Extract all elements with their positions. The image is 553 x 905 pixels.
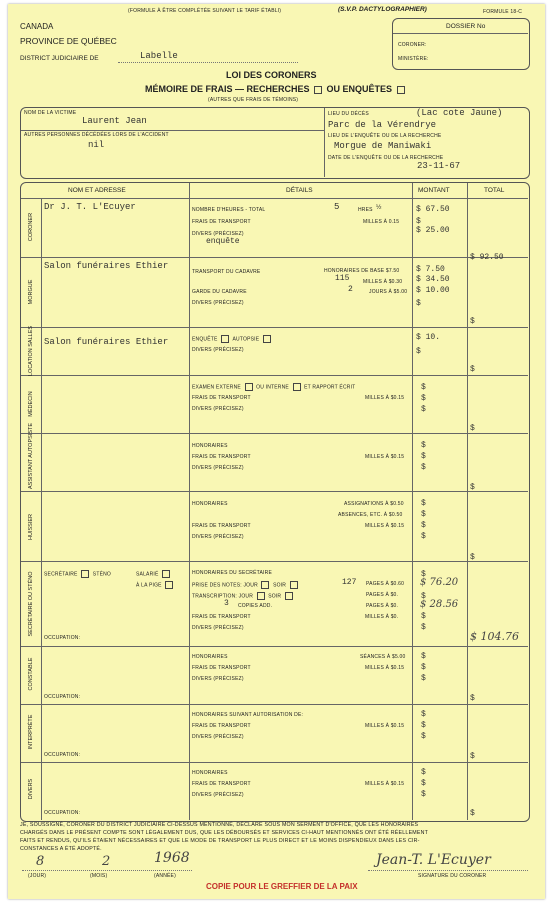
assistant-amount-1: $ [421,441,426,450]
medecin-amount-1: $ [421,383,426,392]
divers-amount-2: $ [421,779,426,788]
huissier-transport-label: FRAIS DE TRANSPORT [192,523,251,529]
coroner-transport-label: FRAIS DE TRANSPORT [192,219,251,225]
secretaire-options: SECRÉTAIRE STÉNO [44,571,112,578]
day-label: (JOUR) [28,873,47,879]
medecin-divers-label: DIVERS (PRÉCISEZ) [192,406,244,412]
huissier-hon-label: HONORAIRES [192,501,228,507]
constable-transport-label: FRAIS DE TRANSPORT [192,665,251,671]
huissier-absences-label: ABSENCES, ETC. À $0.50 [338,512,403,518]
divers-divers-label: DIVERS (PRÉCISEZ) [192,792,244,798]
year-label: (ANNÉE) [154,873,176,879]
hours-fraction: ½ [376,204,382,211]
secretaire-hon-label: HONORAIRES DU SECRÉTAIRE [192,570,272,576]
huissier-amount-2: $ [421,510,426,519]
constable-section-label: CONSTABLE [28,657,34,691]
notes-label: PRISE DES NOTES: JOUR SOIR [192,581,300,589]
morgue-garde-label: GARDE DU CADAVRE [192,289,247,295]
constable-amount-3: $ [421,674,426,683]
secretaire-checkbox[interactable] [81,570,89,578]
recherches-checkbox[interactable] [314,86,322,94]
coroner-divers-label: DIVERS (PRÉCISEZ) [192,231,244,237]
signature-label: SIGNATURE DU CORONER [418,873,487,879]
secretaire-amount-2: $ 76.20 [420,577,459,588]
constable-divers-label: DIVERS (PRÉCISEZ) [192,676,244,682]
coroner-miles-label: MILLES À 0.15 [363,219,400,225]
district-value: Labelle [140,51,178,61]
interprete-amount-1: $ [421,710,426,719]
location-section-label: LOCATION SALLES [28,325,34,376]
form-note: (FORMULE À ÊTRE COMPLÉTÉE SUIVANT LE TARIF ÉTABLI) [128,8,282,14]
secretaire-miles-label: MILLES À $0. [365,614,399,620]
huissier-section-label: HUISSIER [28,514,34,540]
col-amount-header: MONTANT [418,187,450,194]
coroner-section-label: CORONER [28,212,34,242]
secretaire-amount-6: $ [421,623,426,632]
location-name: Salon funéraires Ethier [44,337,169,347]
notes-jour-checkbox[interactable] [261,581,269,589]
huissier-divers-label: DIVERS (PRÉCISEZ) [192,534,244,540]
constable-occupation-label: OCCUPATION: [44,694,81,700]
others-label: AUTRES PERSONNES DÉCÉDÉES LORS DE L'ACCIDENT [24,132,169,138]
death-place-value-1: (Lac cote Jaune) [416,108,503,118]
pige-option: À LA PIGE [136,581,175,589]
location-amount-2: $ [416,347,421,356]
divers-miles-label: MILLES À $0.15 [365,781,405,787]
constable-amount-1: $ [421,652,426,661]
divers-section-label: DIVERS [28,778,34,800]
assistant-amount-2: $ [421,452,426,461]
secretaire-amount-1: $ [421,570,426,579]
district-label: DISTRICT JUDICIAIRE DE [20,55,99,62]
huissier-assign-label: ASSIGNATIONS À $0.50 [344,501,404,507]
morgue-miles-label: MILLES À $0.30 [363,279,403,285]
huissier-amount-3: $ [421,521,426,530]
morgue-amount-2: $ 34.50 [416,275,450,284]
form-number: FORMULE 18-C [483,9,523,15]
medecin-amount-2: $ [421,394,426,403]
morgue-divers-label: DIVERS (PRÉCISEZ) [192,300,244,306]
secretaire-amount-5: $ [421,612,426,621]
col-total-header: TOTAL [484,187,505,194]
secretaire-amount-4: $ 28.56 [420,599,459,610]
externe-checkbox[interactable] [245,383,253,391]
form-title: LOI DES CORONERS [226,70,317,80]
date-day: 8 [36,854,45,869]
fees-table [20,182,530,822]
morgue-jours-label: JOURS À $5.00 [369,289,408,295]
victim-value: Laurent Jean [82,116,147,126]
hours-label: NOMBRE D'HEURES - TOTAL [192,207,266,213]
exam-options: EXAMEN EXTERNE OU INTERNE ET RAPPORT ÉCRIT [192,384,356,391]
divers-amount-3: $ [421,790,426,799]
assistant-transport-label: FRAIS DE TRANSPORT [192,454,251,460]
huissier-amount-1: $ [421,499,426,508]
transcription-label: TRANSCRIPTION: JOUR SOIR [192,592,295,600]
salarie-option: SALARIÉ [136,570,172,578]
coroner-signature: Jean-T. L'Ecuyer [376,852,491,868]
assistant-section-label: ASSISTANT AUTOPSISTE [28,422,34,489]
medecin-transport-label: FRAIS DE TRANSPORT [192,395,251,401]
morgue-name: Salon funéraires Ethier [44,261,169,271]
death-place-label: LIEU DU DÉCÈS [328,111,369,117]
pages2-label: PAGES À $0. [366,592,399,598]
notes-soir-checkbox[interactable] [290,581,298,589]
constable-hon-label: HONORAIRES [192,654,228,660]
huissier-amount-4: $ [421,532,426,541]
col-name-header: NOM ET ADRESSE [68,187,126,194]
secretaire-transport-label: FRAIS DE TRANSPORT [192,614,251,620]
others-value: nil [88,140,105,150]
copies-label: COPIES ADD. [238,603,273,609]
secretaire-section-label: SECRÉTAIRE OU STÉNO [28,571,34,637]
enquetes-checkbox[interactable] [397,86,405,94]
divers-occupation-label: OCCUPATION: [44,810,81,816]
medecin-amount-3: $ [421,405,426,414]
huissier-total: $ [470,553,475,562]
form-subtitle: MÉMOIRE DE FRAIS — RECHERCHES OU ENQUÊTES [145,84,407,94]
medecin-total: $ [470,424,475,433]
salarie-checkbox[interactable] [162,570,170,578]
transcription-jour-checkbox[interactable] [257,592,265,600]
morgue-amount-3: $ 10.00 [416,286,450,295]
inquest-place-label: LIEU DE L'ENQUÊTE OU DE LA RECHERCHE [328,133,442,139]
interprete-amount-3: $ [421,732,426,741]
victim-label: NOM DE LA VICTIME [24,110,77,116]
morgue-total: $ [470,317,475,326]
medecin-miles-label: MILLES À $0.15 [365,395,405,401]
declaration-line-3: FAITS ET RENDUS, QU'ILS ÉTAIENT NÉCESSAIRES ET QUE LE MODE DE TRANSPORT LE PLUS DIRECT ET LE MOINS DISPENDIEUX DANS LES CIR- [20,838,420,844]
assistant-hon-label: HONORAIRES [192,443,228,449]
assistant-amount-3: $ [421,463,426,472]
pages3-label: PAGES À $0. [366,603,399,609]
interne-checkbox[interactable] [293,383,301,391]
divers-hon-label: HONORAIRES [192,770,228,776]
inquest-date-value: 23-11-67 [417,161,461,171]
secretaire-occupation-label: OCCUPATION: [44,635,81,641]
interprete-hon-label: HONORAIRES SUIVANT AUTORISATION DE: [192,712,304,718]
inquest-date-label: DATE DE L'ENQUÊTE OU DE LA RECHERCHE [328,155,444,161]
interprete-amount-2: $ [421,721,426,730]
autopsie-checkbox[interactable] [263,335,271,343]
dossier-label: DOSSIER No [446,23,486,30]
constable-total: $ [470,694,475,703]
morgue-transport-label: TRANSPORT DU CADAVRE [192,269,261,275]
hours-unit: HRES [358,207,373,213]
country: CANADA [20,22,54,31]
location-total: $ [470,365,475,374]
secretaire-total: $ 104.76 [470,630,519,643]
pages1-label: PAGES À $0.60 [366,581,405,587]
divers-transport-label: FRAIS DE TRANSPORT [192,781,251,787]
declaration-line-4: CONSTANCES A ÉTÉ ADOPTÉ. [20,846,102,852]
coroner-divers-note: enquête [206,237,240,246]
interprete-divers-label: DIVERS (PRÉCISEZ) [192,734,244,740]
province: PROVINCE DE QUÉBEC [20,36,117,46]
form-note-2: (AUTRES QUE FRAIS DE TÉMOINS) [208,97,299,103]
interprete-transport-label: FRAIS DE TRANSPORT [192,723,251,729]
morgue-jours-value: 2 [348,285,353,294]
month-label: (MOIS) [90,873,108,879]
constable-amount-2: $ [421,663,426,672]
coroner-name: Dr J. T. L'Ecuyer [44,202,136,212]
interprete-total: $ [470,752,475,761]
secretaire-divers-label: DIVERS (PRÉCISEZ) [192,625,244,631]
ministere-field-label: MINISTÈRE: [398,56,429,62]
interprete-miles-label: MILLES À $0.15 [365,723,405,729]
assistant-miles-label: MILLES À $0.15 [365,454,405,460]
coroner-amount-2: $ [416,217,421,226]
coroner-amount-3: $ 25.00 [416,226,450,235]
morgue-amount-1: $ 7.50 [416,265,445,274]
hours-value: 5 [334,202,340,212]
date-year: 1968 [154,850,190,866]
form-page [8,4,545,899]
divers-amount-1: $ [421,768,426,777]
morgue-section-label: MORGUE [28,279,34,305]
coroner-amount-1: $ 67.50 [416,205,450,214]
coroner-field-label: CORONER: [398,42,427,48]
medecin-section-label: MÉDECIN [28,391,34,417]
pages-value: 127 [342,578,357,587]
enquete-checkbox[interactable] [221,335,229,343]
declaration-line-2: CHARGÉS DANS LE PRÉSENT COMPTE SONT LÉGALEMENT DUS, QUE LES DÉBOURSÉS ET SERVICES CI-HAUT MENTIONNÉS ONT ÉTÉ RÉELLEMENT [20,830,429,836]
pige-checkbox[interactable] [165,581,173,589]
death-place-value-2: Parc de la Vérendrye [328,120,437,130]
inquest-place-value: Morgue de Maniwaki [334,141,432,151]
constable-seances-label: SÉANCES À $5.00 [360,654,406,660]
declaration-line-1: JE, SOUSSIGNÉ, CORONER DU DISTRICT JUDICIAIRE CI-DESSUS MENTIONNÉ, DÉCLARE SOUS MON SERMENT D'OFFICE, QUE LES HONORAIRES [20,822,419,828]
assistant-total: $ [470,483,475,492]
morgue-hon-label: HONORAIRES DE BASE $7.50 [324,268,400,274]
col-details-header: DÉTAILS [286,187,313,194]
morgue-amount-4: $ [416,299,421,308]
enquete-option: ENQUÊTE AUTOPSIE [192,335,273,343]
date-month: 2 [102,854,111,869]
interprete-occupation-label: OCCUPATION: [44,752,81,758]
morgue-miles-value: 115 [335,274,350,283]
secretaire-amount-3: $ [421,592,426,601]
copies-value: 3 [224,599,229,608]
divers-total: $ [470,809,475,818]
constable-miles-label: MILLES À $0.15 [365,665,405,671]
location-divers-label: DIVERS (PRÉCISEZ) [192,347,244,353]
huissier-miles-label: MILLES À $0.15 [365,523,405,529]
coroner-total: $ 92.50 [470,253,504,262]
location-amount-1: $ 10. [416,333,441,342]
type-note: (S.V.P. DACTYLOGRAPHIER) [338,6,427,13]
transcription-soir-checkbox[interactable] [285,592,293,600]
interprete-section-label: INTERPRÈTE [28,714,34,750]
copy-label: COPIE POUR LE GREFFIER DE LA PAIX [206,882,358,891]
assistant-divers-label: DIVERS (PRÉCISEZ) [192,465,244,471]
